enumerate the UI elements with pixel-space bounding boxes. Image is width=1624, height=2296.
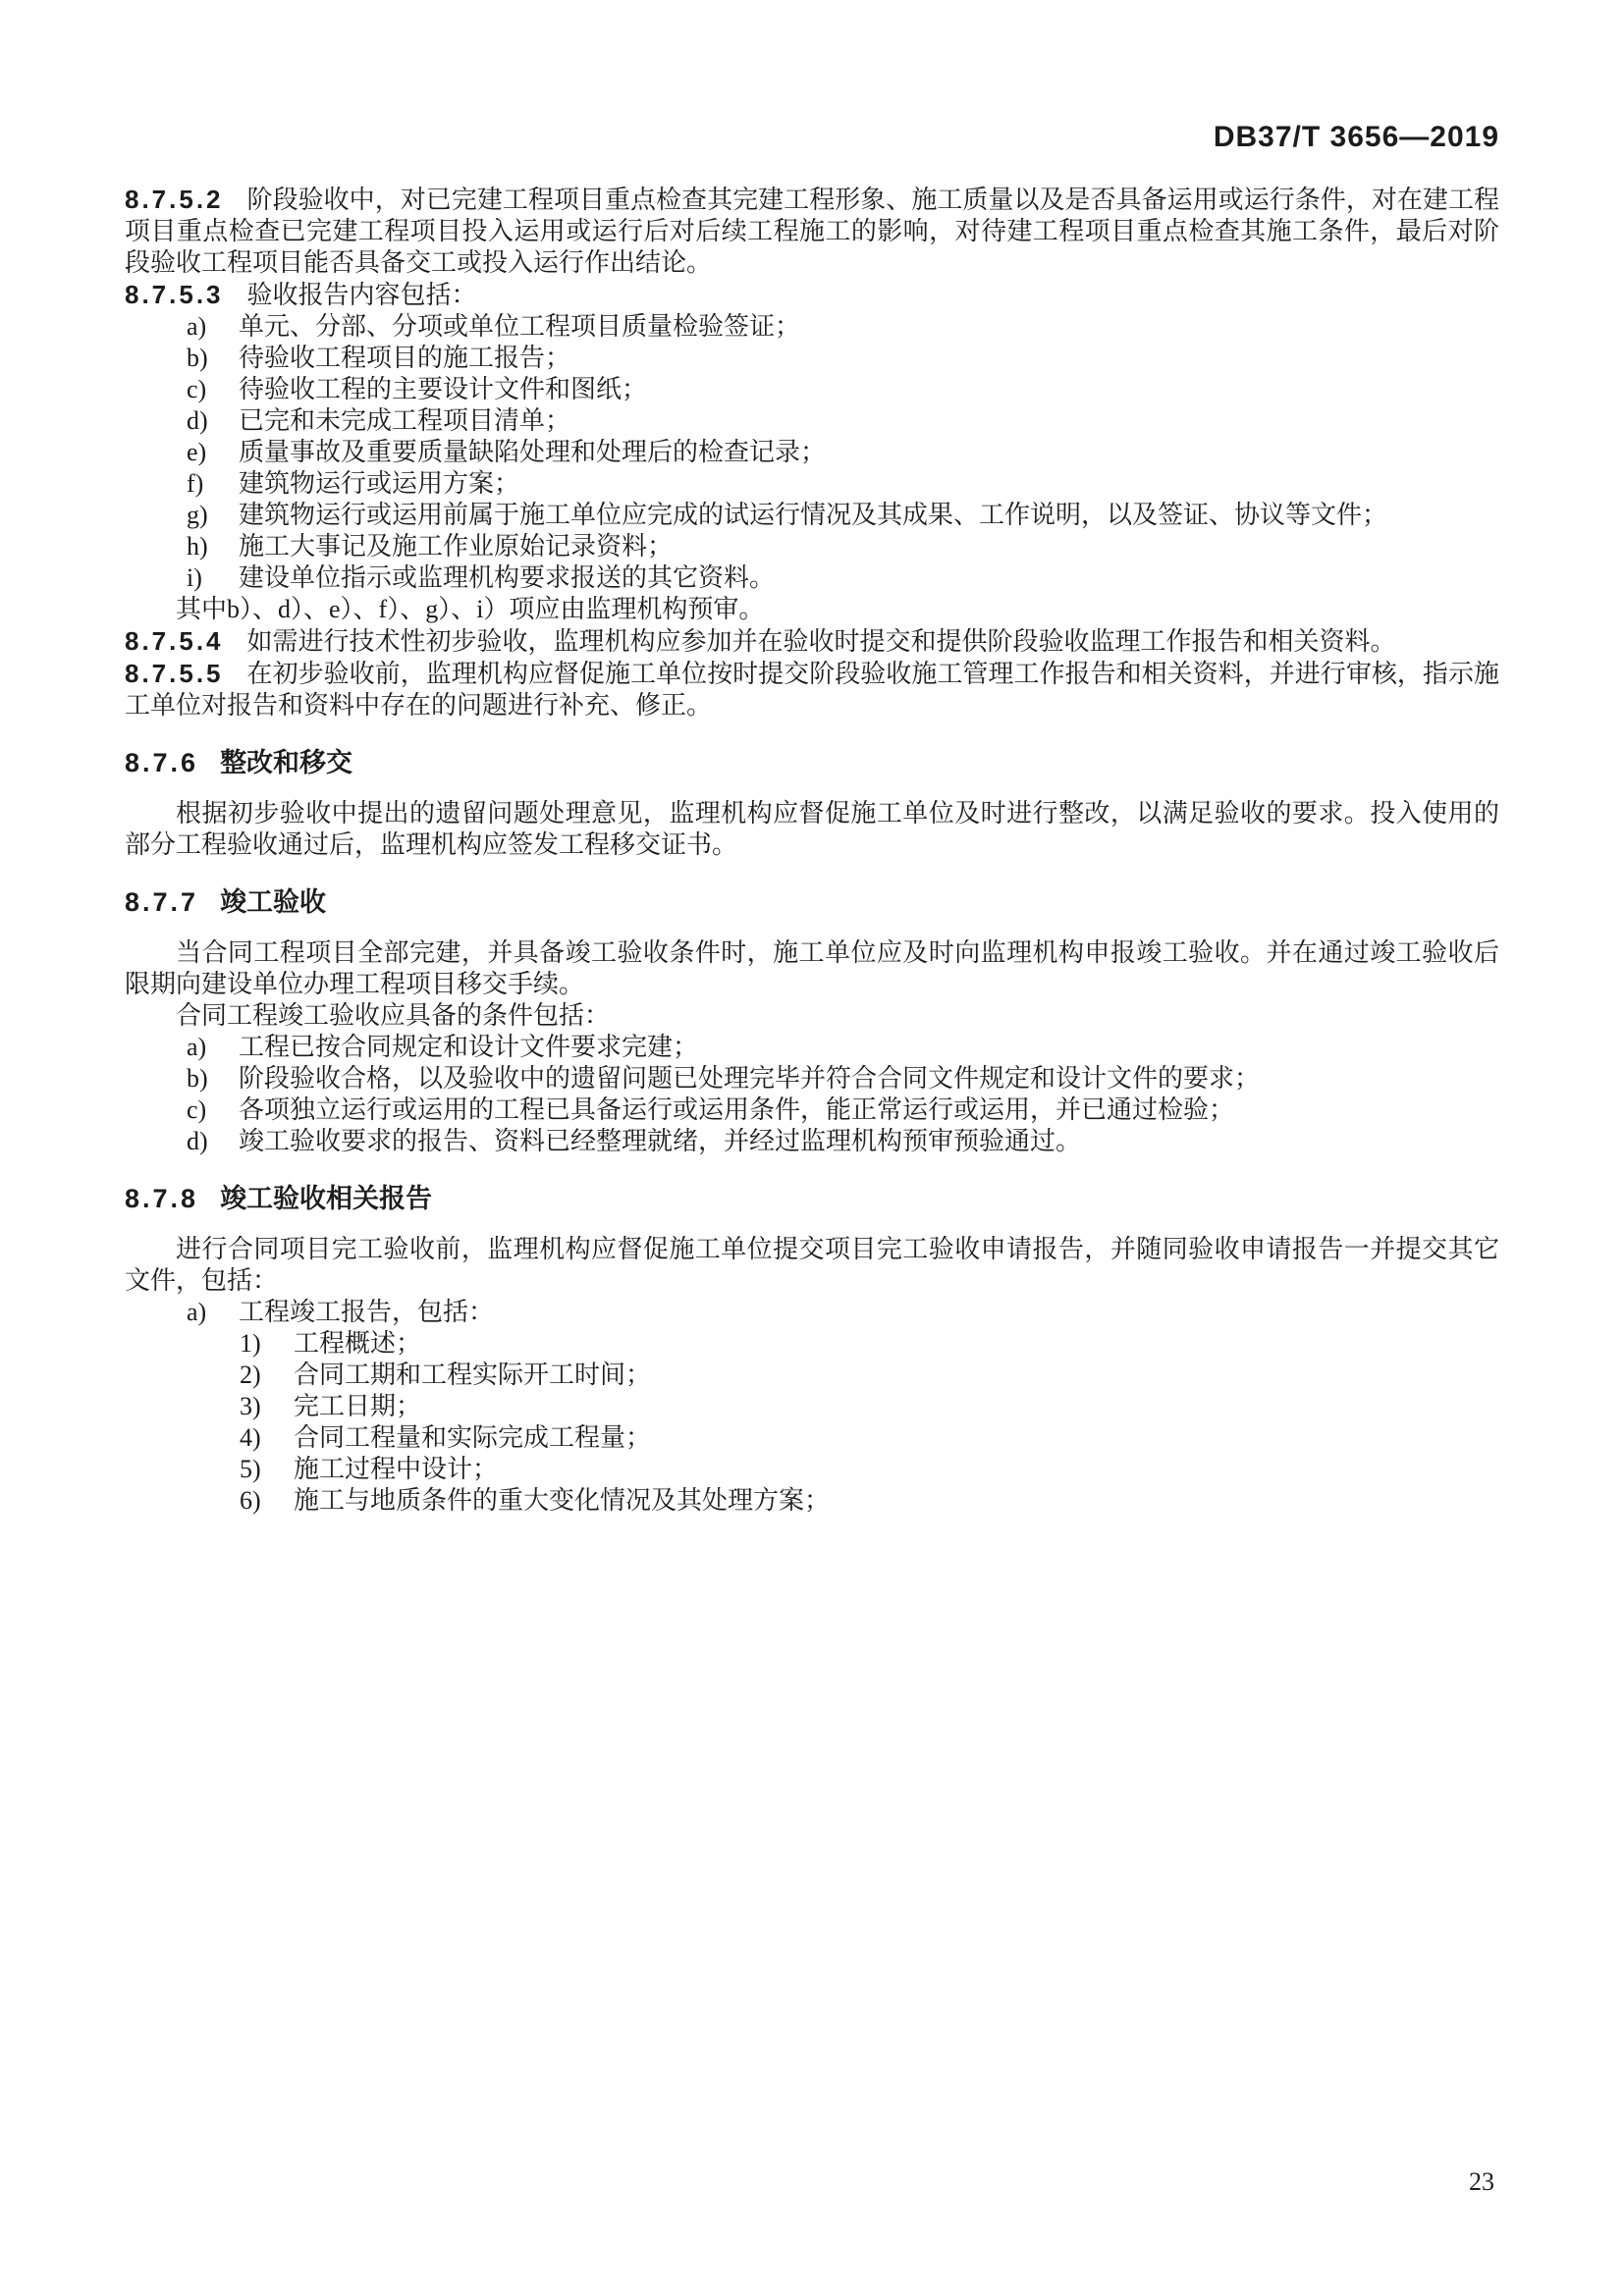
list-item-label: 3) [240, 1392, 261, 1420]
clause-8-7-5-5 [125, 658, 1499, 721]
list-item [125, 1297, 1499, 1328]
list-item-text: 施工大事记及施工作业原始记录资料； [239, 532, 674, 561]
list-item-label: a) [187, 1033, 207, 1061]
list-item-text: 施工与地质条件的重大变化情况及其处理方案； [294, 1486, 831, 1515]
heading-title: 竣工验收 [220, 887, 327, 917]
list-item-label: 4) [240, 1423, 261, 1452]
list-item-text: 阶段验收合格，以及验收中的遗留问题已处理完毕并符合合同文件规定和设计文件的要求； [239, 1064, 1261, 1093]
list-item [125, 1126, 1499, 1157]
clause-number: 8.7.5.4 [125, 626, 224, 656]
heading-title: 竣工验收相关报告 [220, 1184, 433, 1213]
list-item-label: i) [187, 563, 202, 592]
list-item [125, 468, 1499, 500]
document-header [125, 123, 1499, 152]
clause-number: 8.7.5.3 [125, 280, 224, 309]
clause-8-7-5-2 [125, 184, 1499, 279]
list-item-label: b) [187, 1064, 208, 1093]
heading-number: 8.7.8 [125, 1184, 199, 1213]
list-item-text: 已完和未完成工程项目清单； [239, 406, 571, 435]
list-item-text: 合同工期和工程实际开工时间； [294, 1361, 652, 1389]
list-item-label: d) [187, 1127, 208, 1155]
standard-number: DB37/T 3656—2019 [1213, 121, 1499, 153]
clause-text: 验收报告内容包括： [246, 281, 477, 309]
clause-number: 8.7.5.5 [125, 659, 224, 688]
paragraph: 进行合同项目完工验收前，监理机构应督促施工单位提交项目完工验收申请报告，并随同验收申请报告一并提交其它文件，包括： [125, 1235, 1499, 1295]
list-item-text: 工程已按合同规定和设计文件要求完建； [239, 1033, 699, 1061]
list-subitem [125, 1422, 1499, 1454]
clause-text: 在初步验收前，监理机构应督促施工单位按时提交阶段验收施工管理工作报告和相关资料，并进行审核，指示施工单位对报告和资料中存在的问题进行补充、修正。 [125, 660, 1499, 720]
list-item-text: 建筑物运行或运用方案； [239, 469, 520, 498]
list-item [125, 437, 1499, 468]
list-item-label: b) [187, 344, 208, 372]
list-item-text: 待验收工程的主要设计文件和图纸； [239, 375, 648, 403]
list-item-text: 工程概述； [294, 1329, 422, 1358]
page-footer [1469, 2167, 1494, 2197]
list-item-text: 建筑物运行或运用前属于施工单位应完成的试运行情况及其成果、工作说明，以及签证、协议等文件； [239, 501, 1388, 529]
list-item-label: g) [187, 501, 208, 529]
clause-text: 阶段验收中，对已完建工程项目重点检查其完建工程形象、施工质量以及是否具备运用或运行条件，对在建工程项目重点检查已完建工程项目投入运用或运行后对后续工程施工的影响，对待建工程项目重点检查其施工条件，最后对阶段验收工程项目能否具备交工或投入运行作出结论。 [125, 186, 1499, 277]
list-item-text: 竣工验收要求的报告、资料已经整理就绪，并经过监理机构预审预验通过。 [239, 1127, 1082, 1155]
list-subitem [125, 1485, 1499, 1517]
heading-title: 整改和移交 [220, 748, 353, 777]
document-body [125, 184, 1499, 1517]
page-number: 23 [1469, 2167, 1494, 2196]
list-item-text: 完工日期； [294, 1392, 422, 1420]
list-item-label: d) [187, 406, 208, 435]
list-item-text: 施工过程中设计； [294, 1455, 499, 1483]
list-item-text: 单元、分部、分项或单位工程项目质量检验签证； [239, 312, 801, 341]
section-heading-8-7-6 [125, 747, 1499, 778]
clause-number: 8.7.5.2 [125, 185, 224, 214]
list-item-text: 待验收工程项目的施工报告； [239, 344, 571, 372]
clause-note: 其中b）、d）、e）、f）、g）、i）项应由监理机构预审。 [176, 595, 765, 623]
list-item-label: 1) [240, 1329, 261, 1358]
list-item-label: 5) [240, 1455, 261, 1483]
list-item-text: 各项独立运行或运用的工程已具备运行或运用条件，能正常运行或运用，并已通过检验； [239, 1095, 1235, 1124]
list-item-label: c) [187, 1095, 207, 1124]
list-item [125, 405, 1499, 437]
section-heading-8-7-7 [125, 886, 1499, 918]
paragraph: 根据初步验收中提出的遗留问题处理意见，监理机构应督促施工单位及时进行整改，以满足验收的要求。投入使用的部分工程验收通过后，监理机构应签发工程移交证书。 [125, 799, 1499, 859]
list-item-label: e) [187, 438, 207, 466]
list-item-label: f) [187, 469, 204, 498]
list-item-text: 质量事故及重要质量缺陷处理和处理后的检查记录； [239, 438, 827, 466]
list-item [125, 343, 1499, 374]
list-item [125, 500, 1499, 531]
list-item-label: 2) [240, 1361, 261, 1389]
list-subitem [125, 1454, 1499, 1485]
list-item [125, 311, 1499, 343]
list-item-text: 工程竣工报告，包括： [239, 1298, 495, 1326]
paragraph: 当合同工程项目全部完建，并具备竣工验收条件时，施工单位应及时向监理机构申报竣工验收。并在通过竣工验收后限期向建设单位办理工程项目移交手续。 [125, 938, 1499, 998]
list-subitem [125, 1328, 1499, 1360]
list-subitem [125, 1391, 1499, 1422]
heading-number: 8.7.7 [125, 887, 199, 917]
paragraph: 合同工程竣工验收应具备的条件包括： [176, 1001, 611, 1030]
clause-8-7-5-3 [125, 279, 1499, 311]
list-item [125, 374, 1499, 405]
clause-text: 如需进行技术性初步验收，监理机构应参加并在验收时提交和提供阶段验收监理工作报告和相关资料。 [246, 627, 1396, 656]
list-item-text: 合同工程量和实际完成工程量； [294, 1423, 652, 1452]
list-item [125, 1095, 1499, 1126]
list-item [125, 1032, 1499, 1063]
clause-8-7-5-4 [125, 625, 1499, 658]
heading-number: 8.7.6 [125, 748, 199, 777]
list-subitem [125, 1360, 1499, 1391]
list-item [125, 1063, 1499, 1095]
list-item [125, 562, 1499, 594]
list-item-label: a) [187, 1298, 207, 1326]
list-item-label: c) [187, 375, 207, 403]
list-item-label: 6) [240, 1486, 261, 1515]
list-item-label: h) [187, 532, 208, 561]
list-item [125, 531, 1499, 562]
section-heading-8-7-8 [125, 1183, 1499, 1214]
list-item-text: 建设单位指示或监理机构要求报送的其它资料。 [239, 563, 776, 592]
list-item-label: a) [187, 312, 207, 341]
